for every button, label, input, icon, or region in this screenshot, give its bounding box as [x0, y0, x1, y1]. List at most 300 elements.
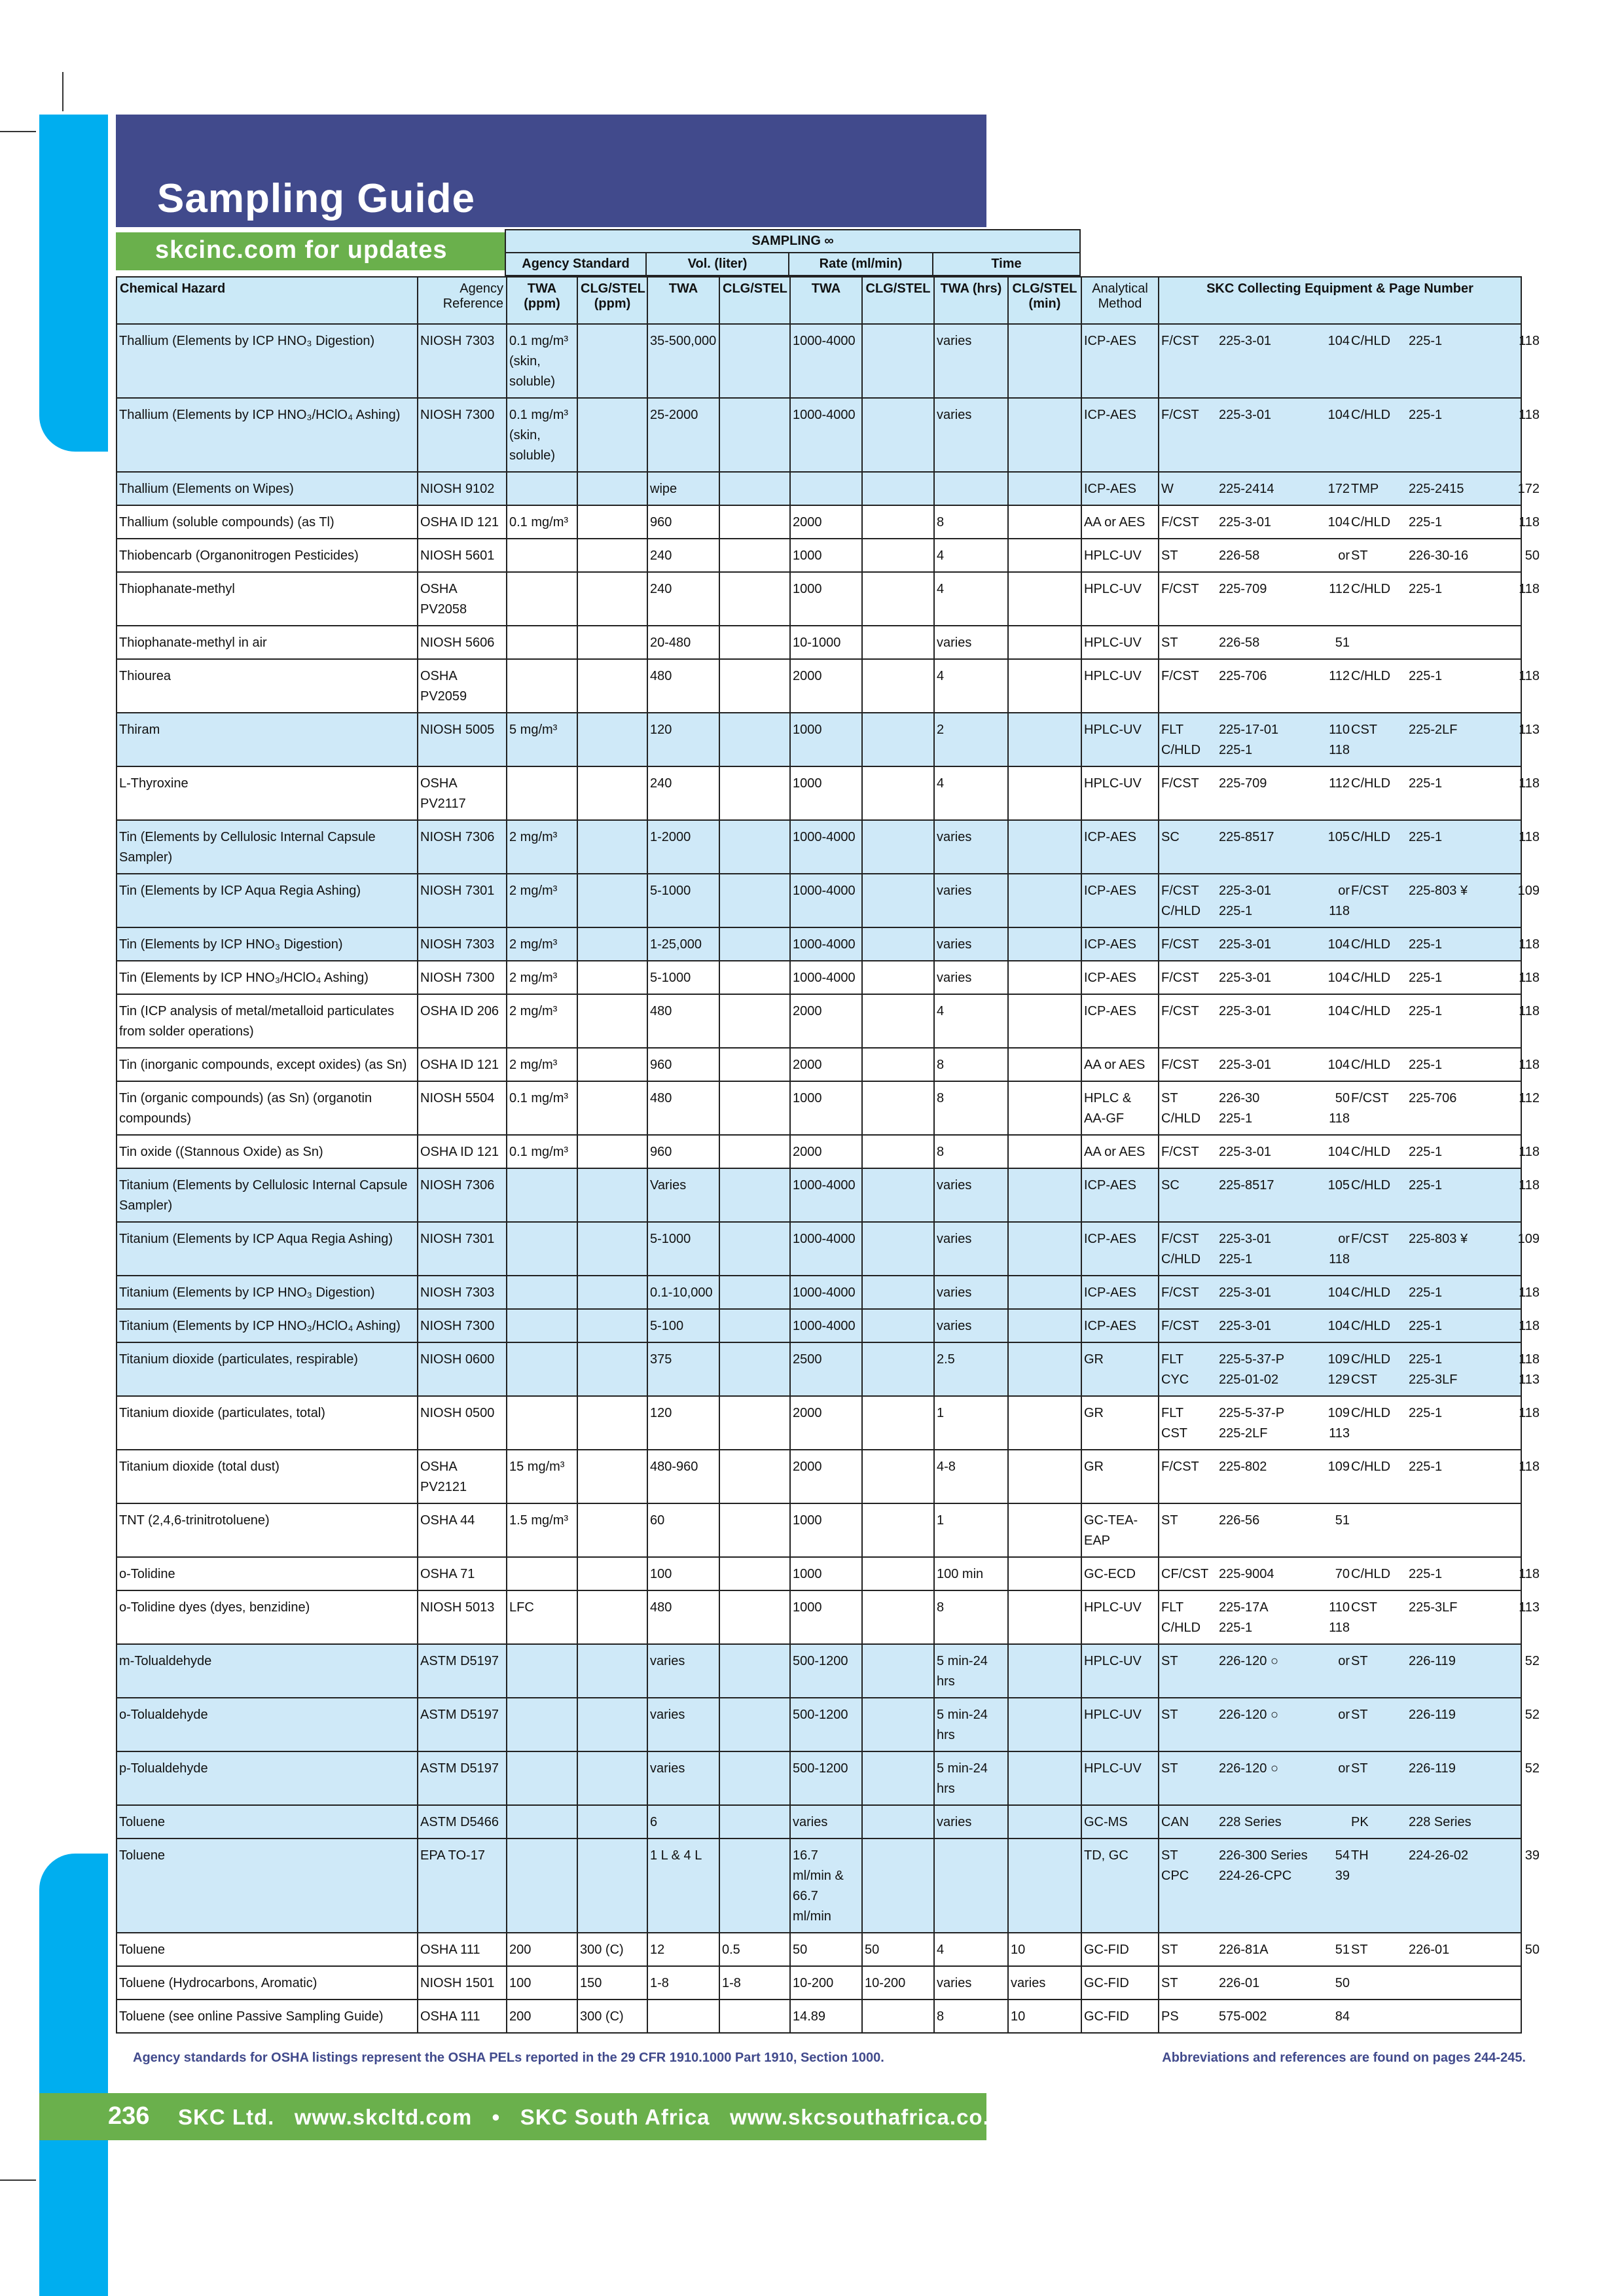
rate-clg [862, 927, 934, 961]
time-clg [1008, 994, 1081, 1048]
clg-stel-ppm [577, 1644, 647, 1698]
equipment-catalog-number: 225-3-01 [1219, 1058, 1272, 1072]
equipment-code: ST [1161, 1513, 1178, 1528]
equipment-code: F/CST [1161, 1285, 1199, 1300]
equipment-catalog-number: 225-1 [1409, 582, 1443, 596]
analytical-method: ICP-AES [1081, 820, 1159, 874]
agency-reference: NIOSH 7301 [418, 874, 507, 927]
agency-reference: EPA TO-17 [418, 1839, 507, 1933]
equipment-catalog-number: 226-30-16 [1409, 548, 1469, 563]
time-twa: varies [934, 1222, 1008, 1276]
twa-ppm [507, 1644, 577, 1698]
collecting-equipment [1159, 324, 1540, 398]
equipment-page-number: 104 [1327, 1285, 1350, 1300]
time-clg [1008, 659, 1081, 713]
rate-twa: 1000-4000 [790, 1276, 862, 1309]
col-rate-twa: TWA [790, 277, 862, 324]
equipment-code: TMP [1351, 482, 1379, 496]
equipment-page-number: 104 [1327, 1058, 1350, 1072]
rate-clg [862, 1309, 934, 1342]
rate-twa: 2000 [790, 659, 862, 713]
equipment-catalog-number: 225-709 [1219, 582, 1267, 596]
equipment-catalog-number: 225-1 [1219, 904, 1253, 918]
equipment-item [1351, 1457, 1540, 1477]
volume-clg [719, 1805, 790, 1839]
equipment-catalog-number: 226-01 [1219, 1976, 1260, 1990]
col-agency: Agency Reference [418, 277, 507, 324]
time-twa: varies [934, 820, 1008, 874]
equipment-page-number: 109 [1517, 1232, 1540, 1246]
equipment-catalog-number: 225-1 [1409, 1567, 1443, 1581]
equipment-code: C/HLD [1351, 1567, 1391, 1581]
time-clg [1008, 1839, 1081, 1933]
twa-ppm [507, 766, 577, 820]
table-row [117, 2000, 1521, 2033]
equipment-item [1161, 633, 1351, 653]
clg-stel-ppm [577, 572, 647, 626]
chemical-name: m-Tolualdehyde [117, 1644, 418, 1698]
collecting-equipment [1159, 539, 1540, 572]
rate-clg [862, 324, 934, 398]
equipment-item [1351, 1175, 1540, 1196]
twa-ppm: 0.1 mg/m³ [507, 1135, 577, 1168]
volume-clg [719, 713, 790, 766]
time-clg [1008, 1590, 1081, 1644]
clg-stel-ppm [577, 1698, 647, 1751]
rate-clg [862, 1503, 934, 1557]
rate-clg: 10-200 [862, 1966, 934, 2000]
twa-ppm [507, 1698, 577, 1751]
chemical-name: Titanium dioxide (particulates, total) [117, 1396, 418, 1450]
agency-reference: NIOSH 7301 [418, 1222, 507, 1276]
agency-reference: NIOSH 0600 [418, 1342, 507, 1396]
equipment-code: ST [1161, 1708, 1178, 1722]
time-twa: varies [934, 927, 1008, 961]
equipment-code: TH [1351, 1848, 1369, 1863]
twa-ppm: 1.5 mg/m³ [507, 1503, 577, 1557]
equipment-catalog-number: 225-17A [1219, 1600, 1269, 1615]
equipment-code: C/HLD [1161, 1111, 1201, 1126]
equipment-catalog-number: 224-26-CPC [1219, 1869, 1292, 1883]
equipment-code: C/HLD [1351, 1352, 1391, 1367]
twa-ppm [507, 1276, 577, 1309]
volume-twa: 375 [647, 1342, 719, 1396]
table-row [117, 1503, 1521, 1557]
agency-reference: NIOSH 0500 [418, 1396, 507, 1450]
collecting-equipment [1159, 472, 1540, 505]
equipment-page-number: 52 [1525, 1654, 1540, 1668]
rate-header: Rate (ml/min) [789, 253, 933, 276]
equipment-code: C/HLD [1351, 776, 1391, 791]
equipment-code: ST [1161, 636, 1178, 650]
analytical-method: GC-FID [1081, 1966, 1159, 2000]
equipment-catalog-number: 226-01 [1409, 1943, 1450, 1957]
equipment-catalog-number: 226-119 [1409, 1708, 1456, 1722]
twa-ppm [507, 1839, 577, 1933]
equipment-page-number: 118 [1519, 1460, 1540, 1474]
equipment-item [1161, 1109, 1351, 1129]
equipment-item [1161, 1812, 1351, 1833]
rate-clg [862, 1590, 934, 1644]
table-row [117, 1698, 1521, 1751]
collecting-equipment [1159, 1698, 1540, 1751]
agency-reference: ASTM D5197 [418, 1644, 507, 1698]
table-row [117, 1309, 1521, 1342]
clg-stel-ppm [577, 994, 647, 1048]
analytical-method: HPLC-UV [1081, 1644, 1159, 1698]
equipment-catalog-number: 225-3-01 [1219, 1319, 1272, 1333]
time-twa: 2 [934, 713, 1008, 766]
equipment-item [1351, 1973, 1521, 1994]
equipment-page-number: 70 [1335, 1567, 1350, 1581]
rate-clg [862, 1557, 934, 1590]
chemical-name: Titanium dioxide (particulates, respirable) [117, 1342, 418, 1396]
collecting-equipment [1159, 713, 1540, 766]
equipment-catalog-number: 226-58 [1219, 636, 1260, 650]
equipment-code: F/CST [1161, 1004, 1199, 1018]
analytical-method: GC-TEA-EAP [1081, 1503, 1159, 1557]
volume-twa: 6 [647, 1805, 719, 1839]
volume-twa: varies [647, 1751, 719, 1805]
volume-twa: 12 [647, 1933, 719, 1966]
clg-stel-ppm [577, 874, 647, 927]
equipment-catalog-number: 225-1 [1409, 1004, 1443, 1018]
equipment-item [1161, 1403, 1351, 1424]
table-row [117, 1276, 1521, 1309]
chemical-name: Thallium (soluble compounds) (as Tl) [117, 505, 418, 539]
volume-clg [719, 572, 790, 626]
equipment-item [1351, 935, 1540, 955]
agency-reference: OSHA PV2059 [418, 659, 507, 713]
equipment-catalog-number: 225-3LF [1409, 1600, 1458, 1615]
equipment-page-number: 113 [1519, 1600, 1540, 1615]
analytical-method: GC-FID [1081, 1933, 1159, 1966]
time-clg [1008, 1751, 1081, 1805]
time-twa: 4 [934, 766, 1008, 820]
table-body [117, 324, 1540, 2033]
time-clg [1008, 1276, 1081, 1309]
time-twa [934, 472, 1008, 505]
time-header: Time [933, 253, 1080, 276]
collecting-equipment [1159, 1933, 1540, 1966]
table-row [117, 626, 1521, 659]
twa-ppm [507, 1342, 577, 1396]
table-row [117, 1557, 1521, 1590]
rate-clg [862, 626, 934, 659]
time-clg [1008, 1342, 1081, 1396]
rate-clg [862, 994, 934, 1048]
chemical-name: Tin (Elements by ICP HNO₃ Digestion) [117, 927, 418, 961]
agency-reference: ASTM D5197 [418, 1751, 507, 1805]
chemical-name: Thiobencarb (Organonitrogen Pesticides) [117, 539, 418, 572]
analytical-method: AA or AES [1081, 1048, 1159, 1081]
col-time-clg: CLG/STEL (min) [1008, 277, 1081, 324]
time-clg [1008, 1048, 1081, 1081]
analytical-method: HPLC-UV [1081, 1751, 1159, 1805]
footer-contact[interactable]: SKC Ltd. www.skcltd.com • SKC South Africa www.skcsouthafrica.co.za [178, 2105, 1014, 2129]
equipment-catalog-number: 225-2414 [1219, 482, 1274, 496]
equipment-catalog-number: 225-1 [1409, 1285, 1443, 1300]
chemical-name: Tin (Elements by Cellulosic Internal Capsule Sampler) [117, 820, 418, 874]
equipment-item [1351, 512, 1540, 533]
rate-clg [862, 398, 934, 472]
footer-band [39, 2093, 1014, 2140]
equipment-code: F/CST [1161, 1319, 1199, 1333]
twa-ppm: 2 mg/m³ [507, 874, 577, 927]
collecting-equipment [1159, 572, 1540, 626]
equipment-catalog-number: 225-2415 [1409, 482, 1464, 496]
rate-twa: 10-200 [790, 1966, 862, 2000]
time-twa: varies [934, 961, 1008, 994]
clg-stel-ppm [577, 961, 647, 994]
agency-standard-header: Agency Standard [505, 253, 646, 276]
equipment-code: C/HLD [1351, 1004, 1391, 1018]
analytical-method: HPLC-UV [1081, 766, 1159, 820]
chemical-name: Thiram [117, 713, 418, 766]
table-row [117, 713, 1521, 766]
time-twa: 5 min-24 hrs [934, 1751, 1008, 1805]
rate-twa: 1000-4000 [790, 1168, 862, 1222]
equipment-catalog-number: 225-1 [1219, 1111, 1253, 1126]
equipment-item [1161, 1457, 1351, 1477]
equipment-code: F/CST [1161, 408, 1199, 422]
equipment-code: C/HLD [1351, 937, 1391, 952]
equipment-code: SC [1161, 1178, 1180, 1193]
rate-clg [862, 1168, 934, 1222]
analytical-method: HPLC-UV [1081, 713, 1159, 766]
twa-ppm: 200 [507, 2000, 577, 2033]
col-equipment: SKC Collecting Equipment & Page Number [1159, 277, 1521, 324]
equipment-page-number: 118 [1519, 1178, 1540, 1193]
equipment-code: C/HLD [1351, 1460, 1391, 1474]
rate-clg [862, 1751, 934, 1805]
chemical-name: TNT (2,4,6-trinitrotoluene) [117, 1503, 418, 1557]
chemical-name: o-Tolualdehyde [117, 1698, 418, 1751]
equipment-catalog-number: 225-8517 [1219, 1178, 1274, 1193]
equipment-item [1351, 1088, 1540, 1109]
rate-clg: 50 [862, 1933, 934, 1966]
collecting-equipment [1159, 1168, 1540, 1222]
analytical-method: ICP-AES [1081, 874, 1159, 927]
analytical-method: ICP-AES [1081, 994, 1159, 1048]
clg-stel-ppm [577, 659, 647, 713]
equipment-item [1161, 1846, 1351, 1866]
equipment-page-number: 51 [1335, 636, 1350, 650]
equipment-item [1161, 1316, 1351, 1336]
equipment-item [1351, 1705, 1540, 1725]
volume-twa: 960 [647, 1135, 719, 1168]
chemical-name: Titanium (Elements by ICP HNO₃ Digestion) [117, 1276, 418, 1309]
clg-stel-ppm [577, 1450, 647, 1503]
time-twa: 5 min-24 hrs [934, 1698, 1008, 1751]
time-clg [1008, 1396, 1081, 1450]
twa-ppm: 200 [507, 1933, 577, 1966]
twa-ppm: 2 mg/m³ [507, 1048, 577, 1081]
twa-ppm: 2 mg/m³ [507, 927, 577, 961]
equipment-code: C/HLD [1351, 830, 1391, 844]
volume-clg [719, 766, 790, 820]
volume-clg [719, 1168, 790, 1222]
sampling-table [116, 276, 1540, 2034]
volume-clg [719, 398, 790, 472]
time-clg [1008, 1644, 1081, 1698]
footnote-agency: Agency standards for OSHA listings represent the OSHA PELs reported in the 29 CFR 1910.1000 Part 1910, Section 1000. [133, 2051, 884, 2065]
equipment-item [1351, 1229, 1540, 1249]
table-row [117, 927, 1521, 961]
rate-twa: 2000 [790, 1396, 862, 1450]
analytical-method: ICP-AES [1081, 1309, 1159, 1342]
collecting-equipment [1159, 1590, 1540, 1644]
equipment-code: C/HLD [1351, 515, 1391, 529]
equipment-item [1161, 579, 1351, 600]
equipment-code: F/CST [1161, 669, 1199, 683]
equipment-page-number: 118 [1519, 1567, 1540, 1581]
volume-clg [719, 1276, 790, 1309]
rate-clg [862, 961, 934, 994]
equipment-page-number: 105 [1327, 1178, 1350, 1193]
updates-link[interactable]: skcinc.com for updates [155, 236, 448, 264]
agency-reference: NIOSH 5013 [418, 1590, 507, 1644]
table-row [117, 874, 1521, 927]
equipment-page-number: or [1338, 884, 1350, 898]
chemical-name: Toluene (see online Passive Sampling Guide) [117, 2000, 418, 2033]
equipment-code: W [1161, 482, 1174, 496]
equipment-page-number: 104 [1327, 515, 1350, 529]
collecting-equipment [1159, 1644, 1540, 1698]
equipment-catalog-number: 225-1 [1409, 1352, 1443, 1367]
volume-twa: 960 [647, 505, 719, 539]
table-row [117, 398, 1521, 472]
equipment-catalog-number: 225-1 [1409, 1319, 1443, 1333]
equipment-catalog-number: 226-300 Series [1219, 1848, 1308, 1863]
equipment-code: ST [1351, 1708, 1368, 1722]
chemical-name: p-Tolualdehyde [117, 1751, 418, 1805]
volume-clg [719, 874, 790, 927]
equipment-catalog-number: 225-1 [1409, 937, 1443, 952]
volume-twa: 1-25,000 [647, 927, 719, 961]
equipment-page-number: 110 [1329, 1600, 1350, 1615]
equipment-item [1351, 1403, 1540, 1424]
time-clg [1008, 713, 1081, 766]
clg-stel-ppm [577, 1805, 647, 1839]
rate-clg [862, 2000, 934, 2033]
equipment-catalog-number: 225-3-01 [1219, 971, 1272, 985]
twa-ppm: 15 mg/m³ [507, 1450, 577, 1503]
collecting-equipment [1159, 1805, 1521, 1839]
equipment-catalog-number: 225-803 ¥ [1409, 884, 1468, 898]
equipment-item [1351, 720, 1540, 740]
equipment-page-number: 51 [1335, 1513, 1350, 1528]
rate-twa [790, 472, 862, 505]
table-row [117, 1222, 1521, 1276]
equipment-item [1351, 2007, 1521, 2027]
rate-clg [862, 1644, 934, 1698]
chemical-name: Tin (Elements by ICP HNO₃/HClO₄ Ashing) [117, 961, 418, 994]
equipment-page-number: 112 [1329, 669, 1350, 683]
table-row [117, 1805, 1521, 1839]
clg-stel-ppm [577, 1590, 647, 1644]
time-clg [1008, 1168, 1081, 1222]
volume-clg [719, 1839, 790, 1933]
agency-reference: OSHA 44 [418, 1503, 507, 1557]
equipment-item [1351, 666, 1540, 687]
equipment-page-number: 118 [1519, 1406, 1540, 1420]
equipment-code: ST [1351, 1761, 1368, 1776]
clg-stel-ppm [577, 1503, 647, 1557]
rate-twa: 500-1200 [790, 1698, 862, 1751]
twa-ppm [507, 1396, 577, 1450]
equipment-page-number: 109 [1327, 1460, 1350, 1474]
chemical-name: Tin (inorganic compounds, except oxides) (as Sn) [117, 1048, 418, 1081]
analytical-method: ICP-AES [1081, 324, 1159, 398]
equipment-item [1161, 1424, 1351, 1444]
equipment-code: C/HLD [1351, 1178, 1391, 1193]
rate-twa: varies [790, 1805, 862, 1839]
analytical-method: GR [1081, 1342, 1159, 1396]
time-clg [1008, 1081, 1081, 1135]
rate-clg [862, 1222, 934, 1276]
agency-reference: OSHA PV2117 [418, 766, 507, 820]
clg-stel-ppm [577, 1309, 647, 1342]
equipment-catalog-number: 225-709 [1219, 776, 1267, 791]
equipment-item [1161, 1142, 1351, 1162]
equipment-page-number: 50 [1525, 548, 1540, 563]
twa-ppm: 0.1 mg/m³ [507, 505, 577, 539]
collecting-equipment [1159, 1839, 1540, 1933]
time-twa: 2.5 [934, 1342, 1008, 1396]
agency-reference: NIOSH 7306 [418, 820, 507, 874]
equipment-page-number: 84 [1335, 2009, 1350, 2024]
volume-clg [719, 1590, 790, 1644]
equipment-catalog-number: 225-5-37-P [1219, 1352, 1285, 1367]
volume-clg [719, 324, 790, 398]
rate-clg [862, 1048, 934, 1081]
rate-twa: 1000-4000 [790, 820, 862, 874]
equipment-catalog-number: 225-1 [1409, 830, 1443, 844]
equipment-page-number: 113 [1519, 1372, 1540, 1387]
rate-twa: 10-1000 [790, 626, 862, 659]
equipment-code: ST [1351, 548, 1368, 563]
table-row [117, 539, 1521, 572]
table-row [117, 572, 1521, 626]
volume-twa: 1 L & 4 L [647, 1839, 719, 1933]
time-clg [1008, 505, 1081, 539]
time-twa: 1 [934, 1503, 1008, 1557]
twa-ppm [507, 1309, 577, 1342]
table-row [117, 659, 1521, 713]
chemical-name: Toluene [117, 1839, 418, 1933]
time-twa: 8 [934, 505, 1008, 539]
equipment-catalog-number: 225-3-01 [1219, 334, 1272, 348]
analytical-method: GR [1081, 1396, 1159, 1450]
twa-ppm: 2 mg/m³ [507, 961, 577, 994]
equipment-page-number: 118 [1519, 776, 1540, 791]
time-clg [1008, 927, 1081, 961]
rate-clg [862, 472, 934, 505]
clg-stel-ppm [577, 1557, 647, 1590]
equipment-code: C/HLD [1351, 1058, 1391, 1072]
equipment-catalog-number: 225-3-01 [1219, 408, 1272, 422]
equipment-item [1351, 546, 1540, 566]
equipment-page-number: 113 [1329, 1426, 1350, 1441]
equipment-item [1351, 827, 1540, 848]
clg-stel-ppm [577, 820, 647, 874]
footnote-abbreviations: Abbreviations and references are found on pages 244-245. [1162, 2051, 1526, 2065]
volume-twa: Varies [647, 1168, 719, 1222]
equipment-item [1351, 1055, 1540, 1075]
volume-twa: 1-2000 [647, 820, 719, 874]
equipment-catalog-number: 226-120 ○ [1219, 1708, 1279, 1722]
